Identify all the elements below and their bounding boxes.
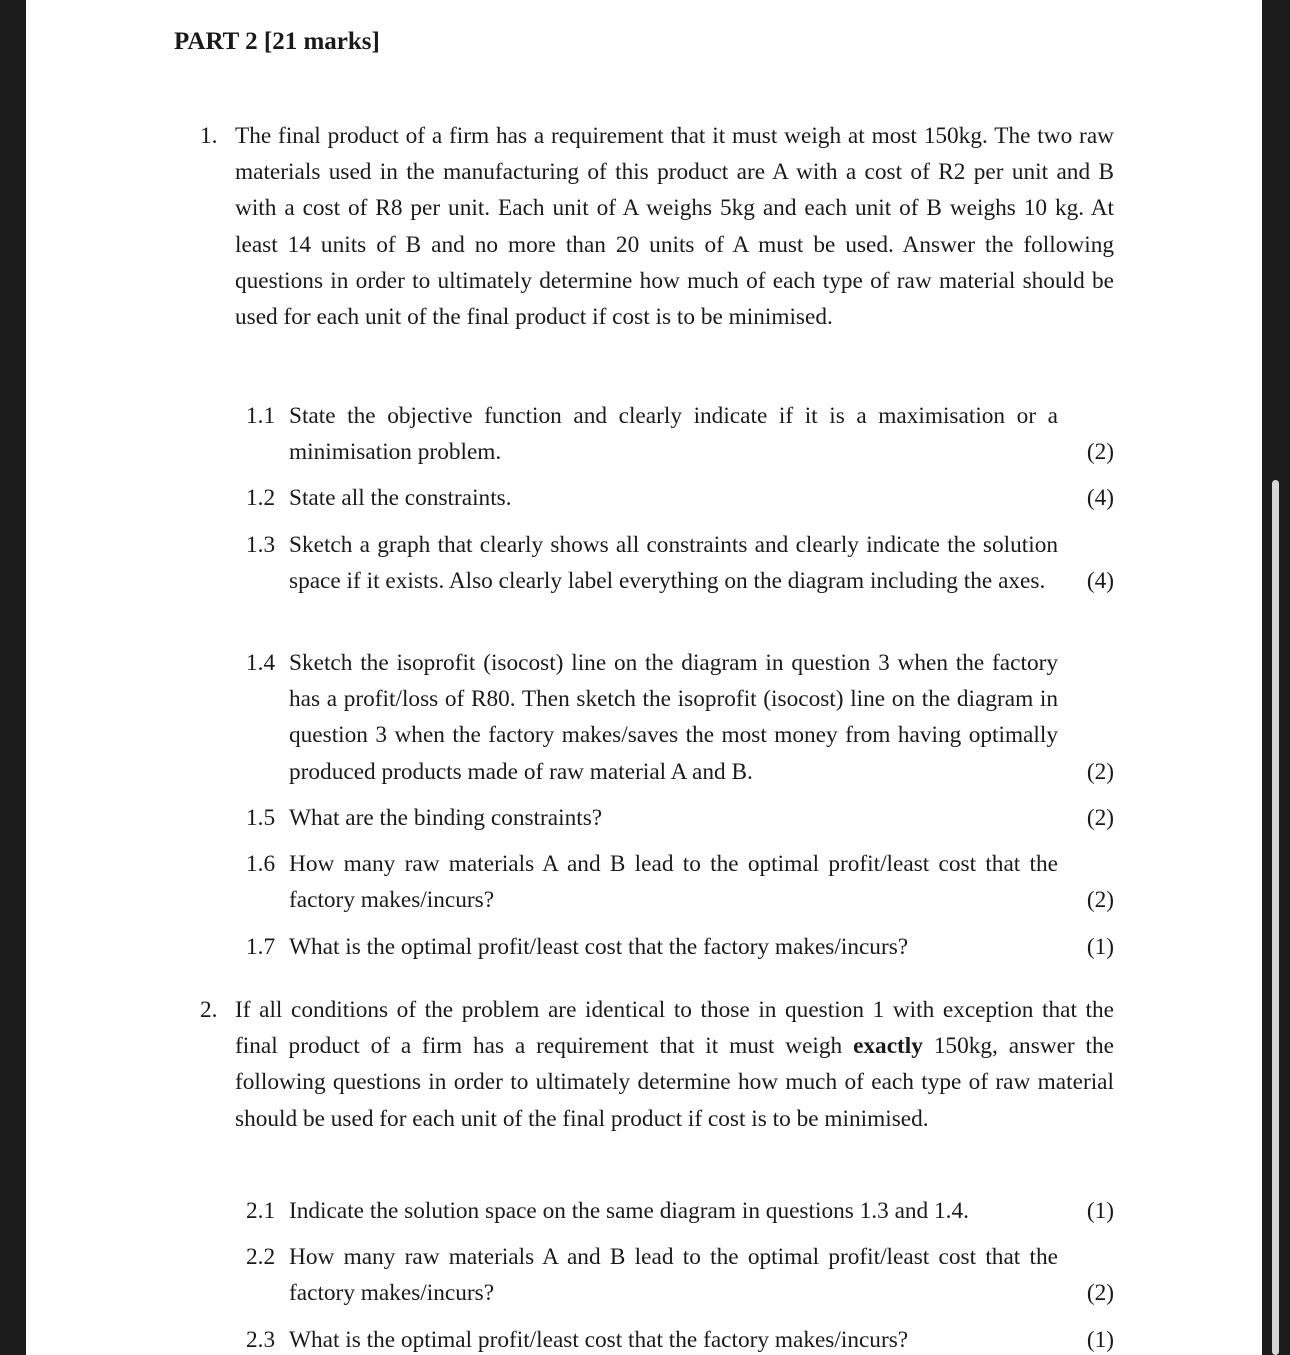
subquestion-number: 1.4 [246, 650, 276, 676]
subquestion-2-2 [246, 1239, 1114, 1311]
question-text-part: 150kg, answer the following questions in order to ultimately determine how much of each type of raw material should be used for each unit of the final product if cost is to be minimised. [235, 1033, 1114, 1132]
subquestion-1-6 [246, 846, 1114, 918]
marks-label: (4) [1086, 568, 1114, 595]
subquestion-text: Sketch the isoprofit (isocost) line on the diagram in question 3 when the factory has a profit/loss of R80. Then sketch the isoprofit (isocost) line on the diagram in question 3 when the factory makes/saves the most money from having optimally produced products made of raw material A and B. [289, 650, 1058, 785]
subquestion-text: State all the constraints. [289, 485, 512, 511]
subquestion-number: 1.1 [246, 403, 276, 429]
document-page [26, 0, 1262, 1355]
subquestion-text: Indicate the solution space on the same diagram in questions 1.3 and 1.4. [289, 1198, 969, 1224]
marks-label: (1) [1086, 934, 1114, 960]
marks-label: (2) [1086, 758, 1114, 785]
part-title: PART 2 [21 marks] [174, 28, 380, 55]
subquestion-1-7 [246, 929, 1114, 965]
marks-label: (2) [1086, 1280, 1114, 1307]
subquestion-number: 1.3 [246, 532, 276, 558]
subquestion-1-1 [246, 398, 1114, 470]
subquestion-text: What are the binding constraints? [289, 805, 603, 831]
question-number: 1. [200, 123, 218, 149]
subquestion-number: 2.2 [246, 1244, 276, 1270]
subquestion-text: How many raw materials A and B lead to the optimal profit/least cost that the factory makes/incurs? [289, 1244, 1058, 1307]
marks-label: (2) [1086, 439, 1114, 466]
subquestion-2-1 [246, 1193, 1114, 1229]
scrollbar-thumb[interactable] [1272, 480, 1279, 1355]
subquestion-1-5 [246, 800, 1114, 836]
subquestion-number: 1.2 [246, 485, 276, 511]
subquestion-text: What is the optimal profit/least cost that the factory makes/incurs? [289, 934, 909, 960]
subquestion-number: 1.6 [246, 851, 276, 877]
subquestion-1-2 [246, 480, 1114, 516]
question-2 [200, 992, 1114, 1137]
subquestion-text: How many raw materials A and B lead to the optimal profit/least cost that the factory makes/incurs? [289, 851, 1058, 914]
subquestion-number: 1.7 [246, 934, 276, 960]
marks-label: (2) [1086, 805, 1114, 831]
question-text: The final product of a firm has a requirement that it must weigh at most 150kg. The two raw materials used in the manufacturing of this product are A with a cost of R2 per unit and B with a cost of R8 per unit. Each unit of A weighs 5kg and each unit of B weighs 10 kg. At least 14 units of B and no more than 20 units of A must be used. Answer the following questions in order to ultimately determine how much of each type of raw material should be used for each unit of the final product if cost is to be minimised. [235, 123, 1114, 331]
subquestion-number: 2.1 [246, 1198, 276, 1224]
subquestion-2-3 [246, 1322, 1114, 1355]
subquestion-1-4 [246, 645, 1114, 790]
subquestion-text: Sketch a graph that clearly shows all constraints and clearly indicate the solution space if it exists. Also clearly label everything on the diagram including the axes. [289, 532, 1058, 595]
question-number: 2. [200, 997, 218, 1023]
marks-label: (4) [1086, 485, 1114, 511]
question-text-part: If all conditions of the problem are identical to those in question 1 with exception that the final product of a firm has a requirement that it must weigh [235, 997, 1114, 1060]
marks-label: (1) [1086, 1198, 1114, 1224]
subquestion-text: What is the optimal profit/least cost that the factory makes/incurs? [289, 1327, 909, 1353]
subquestion-number: 1.5 [246, 805, 276, 831]
marks-label: (2) [1086, 887, 1114, 914]
marks-label: (1) [1086, 1327, 1114, 1353]
subquestion-text: State the objective function and clearly indicate if it is a maximisation or a minimisation problem. [289, 403, 1058, 466]
emphasis-exactly: exactly [853, 1033, 923, 1060]
subquestion-1-3 [246, 527, 1114, 599]
question-1 [200, 118, 1114, 335]
question-text [235, 992, 1114, 1137]
subquestion-number: 2.3 [246, 1327, 276, 1353]
